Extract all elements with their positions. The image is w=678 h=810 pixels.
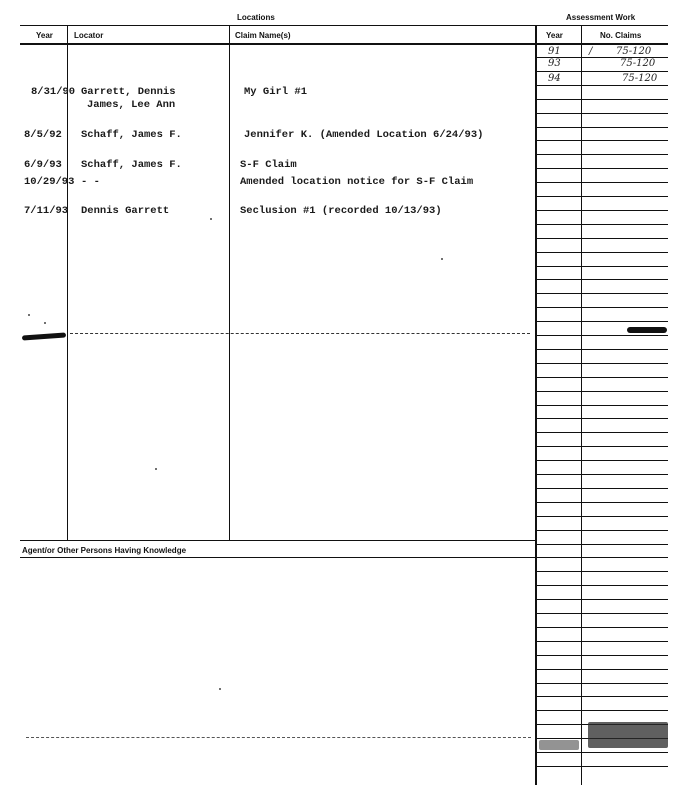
scan-speck bbox=[155, 468, 157, 470]
entry-2-locator: James, Lee Ann bbox=[87, 99, 176, 111]
aw-year-2: 93 bbox=[548, 58, 561, 69]
assessment-grid-row-line bbox=[536, 182, 668, 183]
assessment-grid-row-line bbox=[536, 446, 668, 447]
entry-5-year: 10/29/93 bbox=[24, 176, 75, 188]
assessment-grid-row-line bbox=[536, 460, 668, 461]
divider-year-locator bbox=[67, 25, 68, 540]
assessment-grid-row-line bbox=[536, 168, 668, 169]
scan-speck bbox=[44, 322, 46, 324]
entry-6-year: 7/11/93 bbox=[24, 205, 69, 217]
assessment-grid-row-line bbox=[536, 613, 668, 614]
scan-speck bbox=[28, 314, 30, 316]
entry-6-locator: Dennis Garrett bbox=[81, 205, 170, 217]
assessment-grid-row-line bbox=[536, 627, 668, 628]
assessment-grid-row-line bbox=[536, 502, 668, 503]
assessment-work-title: Assessment Work bbox=[566, 13, 636, 22]
assessment-grid-row-line bbox=[536, 585, 668, 586]
assessment-grid-row-line bbox=[536, 488, 668, 489]
entry-1-claim: My Girl #1 bbox=[244, 86, 308, 98]
assessment-grid-row-line bbox=[536, 683, 668, 684]
scan-speck bbox=[210, 218, 212, 220]
entry-4-claim: S-F Claim bbox=[240, 159, 297, 171]
assessment-grid-row-line bbox=[536, 335, 668, 336]
assessment-grid-row-line bbox=[536, 85, 668, 86]
assessment-grid-row-line bbox=[536, 224, 668, 225]
assessment-grid-row-line bbox=[536, 432, 668, 433]
entry-6-claim: Seclusion #1 (recorded 10/13/93) bbox=[240, 205, 442, 217]
scan-blot-left bbox=[22, 332, 66, 340]
fold-line-lower bbox=[26, 737, 531, 738]
header-top-rule bbox=[20, 25, 668, 26]
assessment-grid-row-line bbox=[536, 99, 668, 100]
assessment-grid-row-line bbox=[536, 127, 668, 128]
entry-3-year: 8/5/92 bbox=[24, 129, 62, 141]
assessment-grid-row-line bbox=[536, 710, 668, 711]
scan-blot-right bbox=[627, 327, 667, 333]
divider-locator-claim bbox=[229, 25, 230, 540]
aw-year-1: 91 bbox=[548, 46, 561, 57]
assessment-grid-row-line bbox=[536, 266, 668, 267]
column-header-aw-year: Year bbox=[546, 31, 563, 40]
scan-speck bbox=[441, 258, 443, 260]
aw-mark-1: / bbox=[589, 46, 593, 57]
aw-claims-1: 75-120 bbox=[616, 46, 652, 57]
column-header-locator: Locator bbox=[74, 31, 104, 40]
entry-5-locator: - - bbox=[81, 176, 100, 188]
assessment-grid-row-line bbox=[536, 516, 668, 517]
locations-title: Locations bbox=[237, 13, 275, 22]
agent-section-label: Agent/or Other Persons Having Knowledge bbox=[22, 546, 187, 555]
assessment-grid-row-line bbox=[536, 210, 668, 211]
entry-4-year: 6/9/93 bbox=[24, 159, 62, 171]
assessment-grid-row-line bbox=[536, 154, 668, 155]
assessment-grid-row-line bbox=[536, 599, 668, 600]
aw-year-3: 94 bbox=[548, 73, 561, 84]
fold-line-upper bbox=[70, 333, 530, 334]
column-header-year: Year bbox=[36, 31, 53, 40]
assessment-grid-row-line bbox=[536, 238, 668, 239]
assessment-grid-row-line bbox=[536, 391, 668, 392]
agent-label-rule bbox=[20, 557, 536, 558]
entry-5-claim: Amended location notice for S-F Claim bbox=[240, 176, 474, 188]
assessment-grid-row-line bbox=[536, 405, 668, 406]
assessment-grid-row-line bbox=[536, 140, 668, 141]
header-bottom-rule bbox=[20, 43, 668, 45]
assessment-grid-row-line bbox=[536, 766, 668, 767]
column-header-no-claims: No. Claims bbox=[600, 31, 642, 40]
entry-4-locator: Schaff, James F. bbox=[81, 159, 182, 171]
aw-claims-2: 75-120 bbox=[620, 58, 656, 69]
assessment-grid-row-line bbox=[536, 571, 668, 572]
scan-smudge bbox=[588, 722, 668, 748]
assessment-grid-row-line bbox=[536, 474, 668, 475]
assessment-grid-row-line bbox=[536, 113, 668, 114]
locations-bottom-rule bbox=[20, 540, 536, 541]
assessment-grid-row-line bbox=[536, 71, 668, 72]
assessment-grid-row-line bbox=[536, 641, 668, 642]
assessment-grid-row-line bbox=[536, 696, 668, 697]
aw-claims-3: 75-120 bbox=[622, 73, 658, 84]
assessment-grid-row-line bbox=[536, 252, 668, 253]
assessment-grid-row-line bbox=[536, 279, 668, 280]
entry-3-claim: Jennifer K. (Amended Location 6/24/93) bbox=[244, 129, 484, 141]
entry-1-locator: Garrett, Dennis bbox=[81, 86, 176, 98]
assessment-grid-row-line bbox=[536, 557, 668, 558]
assessment-grid-row-line bbox=[536, 349, 668, 350]
assessment-grid-row-line bbox=[536, 196, 668, 197]
scan-speck bbox=[219, 688, 221, 690]
assessment-grid-row-line bbox=[536, 293, 668, 294]
assessment-grid-row-line bbox=[536, 377, 668, 378]
entry-1-year: 8/31/90 bbox=[31, 86, 76, 98]
entry-3-locator: Schaff, James F. bbox=[81, 129, 182, 141]
assessment-grid-row-line bbox=[536, 363, 668, 364]
assessment-grid-row-line bbox=[536, 544, 668, 545]
assessment-grid-row-line bbox=[536, 418, 668, 419]
assessment-grid-row-line bbox=[536, 752, 668, 753]
scan-smudge bbox=[539, 740, 579, 750]
column-header-claim-names: Claim Name(s) bbox=[235, 31, 291, 40]
assessment-grid-row-line bbox=[536, 530, 668, 531]
assessment-grid-row-line bbox=[536, 321, 668, 322]
assessment-grid-row-line bbox=[536, 307, 668, 308]
assessment-grid-row-line bbox=[536, 669, 668, 670]
assessment-grid-row-line bbox=[536, 655, 668, 656]
